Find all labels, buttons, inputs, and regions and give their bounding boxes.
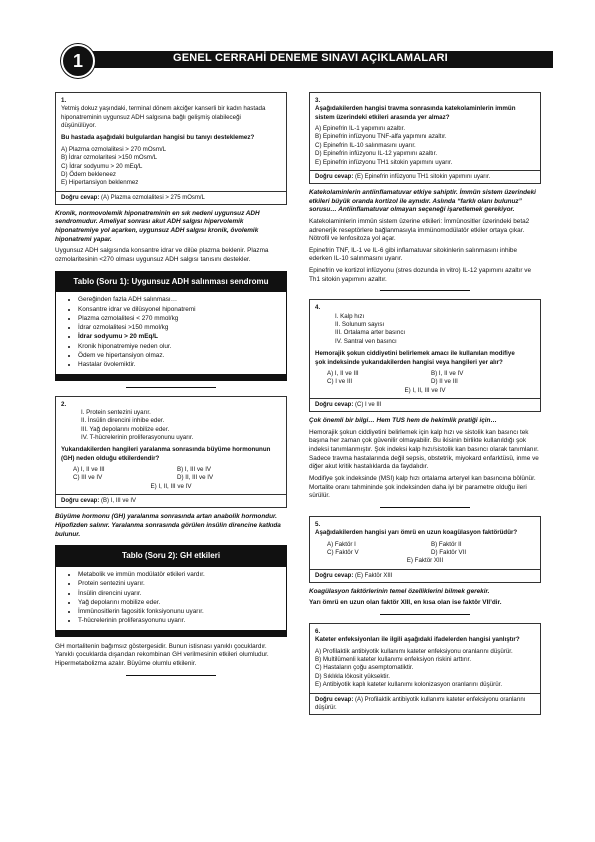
list-item: • İnsülin direncini uyarır. xyxy=(78,589,286,598)
answer-value: (C) I ve III xyxy=(355,401,382,408)
table-2 xyxy=(55,545,287,636)
statement: III. Yağ depolarını mobilize eder. xyxy=(81,425,170,433)
answer-label: Doğru cevap: xyxy=(61,498,100,505)
separator xyxy=(380,614,470,615)
option-d: D) Epinefrin infüzyonu IL-12 yapımını azaltır. xyxy=(315,150,438,158)
right-column xyxy=(309,92,541,720)
question-prompt: Aşağıdakilerden hangisi travma sonrasında katekolaminlerin immün sistem üzerindeki etkileri arasında yer almaz? xyxy=(315,105,516,121)
explanation-paragraph: Modifiye şok indeksinde (MSI) kalp hızı ortalama arteryel kan basıncına bölünür. Mortalite oranı tahmininde şok indeksinden daha iyi bir parametre olduğu ileri sürülür. xyxy=(309,474,536,500)
option-b: B) I, III ve IV xyxy=(177,466,212,474)
question-2-box xyxy=(55,396,287,509)
list-item: • İdrar sodyumu > 20 mEq/L xyxy=(78,332,286,341)
answer-value: (A) Plazma ozmolalitesi > 275 mOsm/L xyxy=(101,194,205,201)
option-c: C) İdrar sodyumu > 20 mEq/L xyxy=(61,162,143,170)
question-stem: Yetmiş dokuz yaşındaki, terminal dönem akciğer kanserli bir kadın hastada hiponatreminin uygunsuz ADH salgısına bağlı gelişmiş olabileceği düşünülüyor. xyxy=(61,105,266,130)
option-b: B) Epinefrin infüzyonu TNF-alfa yapımını azaltır. xyxy=(315,133,447,141)
question-prompt: Kateter enfeksiyonları ile ilgili aşağıdaki ifadelerden hangisi yanlıştır? xyxy=(315,636,520,644)
separator xyxy=(126,387,216,388)
option-b: B) I, II ve IV xyxy=(431,369,464,377)
separator xyxy=(380,290,470,291)
question-prompt: Bu hastada aşağıdaki bulgulardan hangisi bu tanıyı desteklemez? xyxy=(61,134,255,142)
answer-row xyxy=(310,693,540,714)
question-prompt: Hemorajik şokun ciddiyetini belirlemek amacı ile kullanılan modifiye şok indeksinde yukarıdakilerden hangisi veya hangileri yer alır? xyxy=(315,350,515,366)
list-item: • Metabolik ve immün modülatör etkileri vardır. xyxy=(78,570,286,579)
option-e: E) Epinefrin infüzyonu TH1 sitokin yapımını uyarır. xyxy=(315,158,453,166)
list-item: • Protein sentezini uyarır. xyxy=(78,579,286,588)
table-title: Tablo (Soru 2): GH etkileri xyxy=(56,546,286,567)
answer-row xyxy=(310,569,540,582)
answer-label: Doğru cevap: xyxy=(61,194,100,201)
option-d: D) Sıklıkla lökosit yüksektir. xyxy=(315,672,390,680)
question-5-box xyxy=(309,516,541,583)
statement: IV. T-hücrelerinin proliferasyonunu uyarır. xyxy=(81,434,194,442)
question-6-box xyxy=(309,623,541,715)
explanation-paragraph: Uygunsuz ADH salgısında konsantre idrar ve dilüe plazma beklenir. Plazma ozmolaritesinin <270 olması uygunsuz ADH salgısı tanısını destekler. xyxy=(55,247,269,263)
option-c: C) III ve IV xyxy=(73,474,103,482)
question-3-box xyxy=(309,92,541,184)
separator xyxy=(126,675,216,676)
question-number: 6. xyxy=(315,628,321,635)
list-item: • Plazma ozmolalitesi < 270 mmol/kg xyxy=(78,314,286,323)
answer-label: Doğru cevap: xyxy=(315,696,354,703)
statement: I. Kalp hızı xyxy=(335,312,365,320)
option-a: A) Profilaktik antibiyotik kullanımı kateter enfeksiyonu oranlarını düşürür. xyxy=(315,647,513,655)
option-d: D) II, III ve IV xyxy=(177,474,214,482)
option-b: B) Multilümenli kateter kullanımı enfeksiyon riskini arttırır. xyxy=(315,656,472,664)
statement: II. İnsülin direncini inhibe eder. xyxy=(81,417,165,425)
list-item: • Kronik hiponatremiye neden olur. xyxy=(78,342,286,351)
explanation-paragraph: Hemorajik şokun ciddiyetini belirlemek için kalp hızı ve sistolik kan basıncı tek başına her zaman çok güvenilir olmayabilir. Bu ikisinin birlikte kullanıldığı şok indeksi tanımlanmıştır. Şok indeksi kalp hızı/sistolik kan basıncı olarak tanımlanır. Sadece travma hastalarında değil sepsis, obstetrik, miyokard enfarktüsü, inme ve diğer akut kritik hastalıklarda da faydalıdır. xyxy=(309,428,539,471)
option-e: E) I, II, III ve IV xyxy=(150,482,192,490)
page-header xyxy=(55,44,553,74)
option-b: B) İdrar ozmolaritesi >150 mOsm/L xyxy=(61,154,158,162)
explanation-paragraph: Katekolaminlerin antiinflamatuvar etkiye sahiptir. İmmün sistem üzerindeki etkileri büyük oranda kortizol ile aynıdır. Aslında “farklı olanı bulunuz” sorusu… Antiinflamatuvar olmayan seçeneği işaretlemek gerekiyor. xyxy=(309,188,536,214)
question-number: 1. xyxy=(61,97,67,104)
list-item: • Yağ depolarını mobilize eder. xyxy=(78,598,286,607)
list-item: • Ödem ve hipertansiyon olmaz. xyxy=(78,351,286,360)
answer-row xyxy=(56,191,286,204)
table-1 xyxy=(55,271,287,381)
answer-label: Doğru cevap: xyxy=(315,572,354,579)
option-a: A) I, II ve III xyxy=(327,369,359,377)
explanation-paragraph: Çok önemli bir bilgi… Hem TUS hem de hekimlik pratiği için… xyxy=(309,417,497,425)
answer-label: Doğru cevap: xyxy=(315,173,354,180)
option-d: D) Faktör VII xyxy=(431,548,467,556)
option-d: D) II ve III xyxy=(431,378,458,386)
table-footer-bar xyxy=(56,374,286,380)
option-e: E) I, II, III ve IV xyxy=(404,386,446,394)
list-item: • Hastalar övolemiktir. xyxy=(78,360,286,369)
separator xyxy=(380,507,470,508)
answer-row xyxy=(310,398,540,411)
option-a: A) Faktör I xyxy=(327,540,356,548)
left-column xyxy=(55,92,287,684)
question-number: 3. xyxy=(315,97,321,104)
answer-value: (B) I, III ve IV xyxy=(101,498,137,505)
list-item: • İmmünositlerin fagositik fonksiyonunu uyarır. xyxy=(78,607,286,616)
explanation-paragraph: Kronik, normovolemik hiponatreminin en sık nedeni uygunsuz ADH sendromudur. Ameliyat sonrası akut ADH salgısı hipervolemik hiponatremiye yol açarken, uygunsuz ADH salgısı kronik, övolemik hiponatremi yapar. xyxy=(55,209,260,243)
explanation-paragraph: Epinefrin TNF, IL-1 ve IL-6 gibi inflamatuvar sitokinlerin salınmasını inhibe ederken IL-10 salınmasını uyarır. xyxy=(309,246,518,263)
answer-row xyxy=(310,170,540,183)
statement: IV. Santral ven basıncı xyxy=(335,337,397,345)
question-1-box xyxy=(55,92,287,205)
option-c: C) Epinefrin IL-10 salınmasını uyarır. xyxy=(315,141,416,149)
chapter-number-badge: 1 xyxy=(61,44,95,78)
question-prompt: Aşağıdakilerden hangisi yarı ömrü en uzun koagülasyon faktörüdür? xyxy=(315,529,518,537)
option-b: B) Faktör II xyxy=(431,540,462,548)
question-number: 2. xyxy=(61,400,67,408)
explanation-paragraph: GH mortalitenin bağımsız göstergesidir. Bunun istisnası yanıklı çocuklardır. Yanıklı çocuklarda dışarıdan rekombinan GH verilmesinin etkileri olumludur. Hipermetabolizma azalır. Büyüme olumlu etkilenir. xyxy=(55,642,269,667)
option-c: C) Faktör V xyxy=(327,548,359,556)
list-item: • T-hücrelerinin proliferasyonunu uyarır. xyxy=(78,616,286,625)
answer-label: Doğru cevap: xyxy=(315,401,354,408)
option-e: E) Faktör XIII xyxy=(406,557,444,565)
option-a: A) Epinefrin IL-1 yapımını azaltır. xyxy=(315,125,406,133)
option-c: C) I ve III xyxy=(327,378,353,386)
answer-row xyxy=(56,494,286,507)
explanation-paragraph: Katekolaminlerin immün sistem üzerine etkileri: İmmünositler üzerindeki beta2 adrenerjik reseptörlere bağlanmasıyla immünomodülatör etkiler ortaya çıkar. Nötrofil ve lenfositoza yol açar. xyxy=(309,217,530,243)
explanation-paragraph: Koagülasyon faktörlerinin temel özelliklerini bilmek gerekir. xyxy=(309,587,490,595)
list-item: • Gereğinden fazla ADH salınması… xyxy=(78,295,286,304)
option-e: E) Antibiyotik kaplı kateter kullanımı kolonizasyon oranlarını düşürür. xyxy=(315,681,503,689)
question-4-box xyxy=(309,299,541,412)
answer-value: (E) Faktör XIII xyxy=(355,572,393,579)
statement: II. Solunum sayısı xyxy=(335,321,385,329)
question-number: 4. xyxy=(315,304,321,312)
table-title: Tablo (Soru 1): Uygunsuz ADH salınması sendromu xyxy=(56,272,286,293)
list-item: • Konsantre idrar ve dilüsyonel hiponatremi xyxy=(78,305,286,314)
option-d: D) Ödem bekleneez xyxy=(61,170,117,178)
page-title: GENEL CERRAHİ DENEME SINAVI AÇIKLAMALARI xyxy=(173,52,448,64)
statement: III. Ortalama arter basıncı xyxy=(335,329,406,337)
explanation-paragraph: Büyüme hormonu (GH) yaralanma sonrasında artan anabolik hormondur. Hipofizden salınır. Yaralanma sonrasında görülen insülin direncine katkıda bulunur. xyxy=(55,513,281,538)
explanation-paragraph: Epinefrin ve kortizol infüzyonu (stres dozunda in vitro) IL-12 yapımını azaltır ve Th1 sitokin yapımını azaltır. xyxy=(309,267,531,283)
answer-value: (A) Profilaktik antibiyotik kullanımı kateter enfeksiyonu oranlarını düşürür. xyxy=(315,696,526,711)
question-number: 5. xyxy=(315,520,321,528)
table-footer-bar xyxy=(56,630,286,636)
answer-value: (E) Epinefrin infüzyonu TH1 sitokin yapımını uyarır. xyxy=(355,173,491,180)
option-e: E) Hipertansiyon beklenmez xyxy=(61,179,139,187)
option-c: C) Hastaların çoğu asemptomatiktir. xyxy=(315,664,414,672)
question-prompt: Yukarıdakilerden hangileri yaralanma sonrasında büyüme hormonunun (GH) neden olduğu etkilerdendir? xyxy=(61,446,271,462)
list-item: • İdrar ozmolalitesi >150 mmol/kg xyxy=(78,323,286,332)
explanation-paragraph: Yarı ömrü en uzun olan faktör XIII, en kısa olan ise faktör VII’dir. xyxy=(309,599,502,607)
option-a: A) I, II ve III xyxy=(73,466,105,474)
statement: I. Protein sentezini uyarır. xyxy=(81,408,151,416)
option-a: A) Plazma ozmolalitesi > 270 mOsm/L xyxy=(61,145,167,153)
